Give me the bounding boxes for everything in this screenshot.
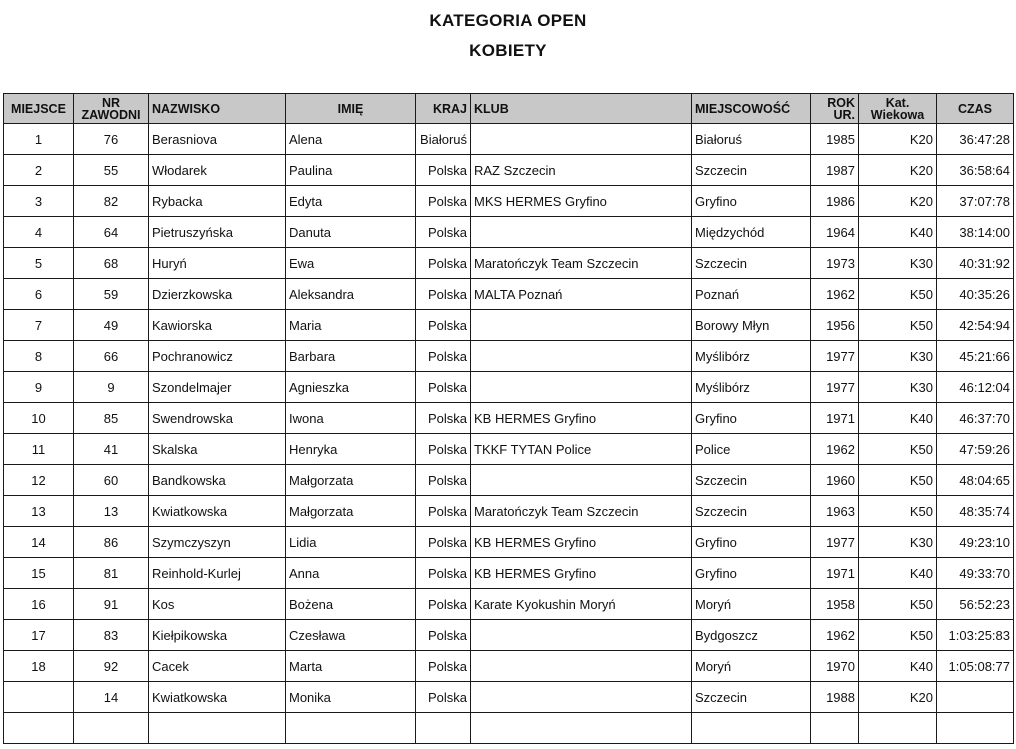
cell-klub: [471, 465, 692, 496]
cell-nazwisko: Włodarek: [149, 155, 286, 186]
cell-miejscowosc: Gryfino: [692, 403, 811, 434]
cell-imie: Anna: [286, 558, 416, 589]
table-row: [4, 434, 1014, 465]
cell-miejscowosc: Szczecin: [692, 465, 811, 496]
cell-czas: 48:04:65: [937, 465, 1014, 496]
cell-imie: Małgorzata: [286, 465, 416, 496]
table-row: [4, 403, 1014, 434]
cell-czas: 48:35:74: [937, 496, 1014, 527]
cell-klub: [471, 310, 692, 341]
cell-kat: K50: [859, 434, 937, 465]
cell-klub: KB HERMES Gryfino: [471, 527, 692, 558]
cell-rok: 1962: [811, 279, 859, 310]
cell-rok: 1970: [811, 651, 859, 682]
cell-kat: K20: [859, 155, 937, 186]
cell-czas: 36:58:64: [937, 155, 1014, 186]
cell-miejsce: 6: [4, 279, 74, 310]
cell-klub: [471, 341, 692, 372]
cell-klub: [471, 713, 692, 744]
cell-nr: 92: [74, 651, 149, 682]
header-rok-line2: UR.: [833, 107, 855, 122]
cell-rok: 1960: [811, 465, 859, 496]
header-rok-line1: ROK: [827, 95, 855, 110]
cell-miejsce: 2: [4, 155, 74, 186]
cell-imie: Danuta: [286, 217, 416, 248]
cell-miejscowosc: Myślibórz: [692, 372, 811, 403]
cell-czas: 40:35:26: [937, 279, 1014, 310]
cell-miejscowosc: Szczecin: [692, 496, 811, 527]
cell-kraj: Polska: [416, 496, 471, 527]
cell-miejscowosc: Poznań: [692, 279, 811, 310]
header-nr-zawodnika: [74, 94, 149, 124]
cell-kraj: [416, 713, 471, 744]
cell-nazwisko: Dzierzkowska: [149, 279, 286, 310]
cell-nazwisko: Rybacka: [149, 186, 286, 217]
cell-nazwisko: Szymczyszyn: [149, 527, 286, 558]
cell-imie: Barbara: [286, 341, 416, 372]
cell-klub: [471, 620, 692, 651]
cell-czas: 38:14:00: [937, 217, 1014, 248]
header-kategoria-wiekowa: [859, 94, 937, 124]
cell-nr: 82: [74, 186, 149, 217]
cell-klub: MKS HERMES Gryfino: [471, 186, 692, 217]
cell-rok: 1962: [811, 434, 859, 465]
header-czas: CZAS: [937, 94, 1014, 124]
cell-nr: 41: [74, 434, 149, 465]
cell-kraj: Polska: [416, 279, 471, 310]
cell-nazwisko: Kwiatkowska: [149, 682, 286, 713]
table-row: [4, 279, 1014, 310]
cell-imie: Monika: [286, 682, 416, 713]
cell-miejsce: 18: [4, 651, 74, 682]
cell-kraj: Polska: [416, 186, 471, 217]
cell-kat: K50: [859, 310, 937, 341]
cell-klub: MALTA Poznań: [471, 279, 692, 310]
table-row-empty: [4, 713, 1014, 744]
cell-kraj: Polska: [416, 589, 471, 620]
cell-czas: 47:59:26: [937, 434, 1014, 465]
cell-nazwisko: Berasniova: [149, 124, 286, 155]
cell-kraj: Polska: [416, 310, 471, 341]
cell-czas: [937, 713, 1014, 744]
cell-czas: 42:54:94: [937, 310, 1014, 341]
cell-kat: K50: [859, 620, 937, 651]
cell-rok: [811, 713, 859, 744]
cell-kat: [859, 713, 937, 744]
cell-nazwisko: [149, 713, 286, 744]
cell-kraj: Polska: [416, 558, 471, 589]
cell-miejscowosc: Moryń: [692, 589, 811, 620]
header-imie: IMIĘ: [286, 94, 416, 124]
cell-kraj: Polska: [416, 341, 471, 372]
cell-imie: Małgorzata: [286, 496, 416, 527]
table-row: [4, 341, 1014, 372]
cell-imie: Agnieszka: [286, 372, 416, 403]
cell-nr: 83: [74, 620, 149, 651]
cell-nazwisko: Cacek: [149, 651, 286, 682]
cell-miejsce: [4, 713, 74, 744]
header-klub: KLUB: [471, 94, 692, 124]
cell-kat: K40: [859, 403, 937, 434]
table-row: [4, 651, 1014, 682]
cell-rok: 1986: [811, 186, 859, 217]
cell-kat: K30: [859, 248, 937, 279]
table-row: [4, 527, 1014, 558]
header-rok-urodzenia: [811, 94, 859, 124]
cell-rok: 1977: [811, 372, 859, 403]
cell-imie: Czesława: [286, 620, 416, 651]
cell-czas: 1:05:08:77: [937, 651, 1014, 682]
cell-miejsce: 8: [4, 341, 74, 372]
cell-nazwisko: Reinhold-Kurlej: [149, 558, 286, 589]
cell-klub: Maratończyk Team Szczecin: [471, 248, 692, 279]
cell-miejscowosc: Szczecin: [692, 155, 811, 186]
cell-rok: 1964: [811, 217, 859, 248]
table-row: [4, 620, 1014, 651]
cell-nr: 68: [74, 248, 149, 279]
cell-klub: Maratończyk Team Szczecin: [471, 496, 692, 527]
cell-rok: 1963: [811, 496, 859, 527]
cell-miejsce: 3: [4, 186, 74, 217]
results-table: [3, 93, 1014, 744]
cell-klub: [471, 217, 692, 248]
cell-kat: K40: [859, 217, 937, 248]
table-row: [4, 155, 1014, 186]
cell-miejsce: 17: [4, 620, 74, 651]
cell-rok: 1956: [811, 310, 859, 341]
cell-kat: K20: [859, 186, 937, 217]
cell-rok: 1985: [811, 124, 859, 155]
cell-nr: 59: [74, 279, 149, 310]
cell-nr: 91: [74, 589, 149, 620]
cell-klub: [471, 372, 692, 403]
table-row: [4, 248, 1014, 279]
cell-imie: Paulina: [286, 155, 416, 186]
cell-imie: Maria: [286, 310, 416, 341]
cell-klub: Karate Kyokushin Moryń: [471, 589, 692, 620]
cell-imie: Henryka: [286, 434, 416, 465]
cell-czas: 46:12:04: [937, 372, 1014, 403]
cell-nr: 86: [74, 527, 149, 558]
cell-kat: K50: [859, 589, 937, 620]
cell-klub: TKKF TYTAN Police: [471, 434, 692, 465]
cell-imie: Edyta: [286, 186, 416, 217]
cell-czas: 46:37:70: [937, 403, 1014, 434]
cell-miejsce: 13: [4, 496, 74, 527]
cell-miejsce: 5: [4, 248, 74, 279]
cell-miejscowosc: Moryń: [692, 651, 811, 682]
cell-kraj: Polska: [416, 465, 471, 496]
cell-miejscowosc: Szczecin: [692, 248, 811, 279]
cell-imie: Iwona: [286, 403, 416, 434]
table-row: [4, 124, 1014, 155]
table-row: [4, 496, 1014, 527]
cell-rok: 1973: [811, 248, 859, 279]
cell-kat: K50: [859, 279, 937, 310]
cell-imie: Marta: [286, 651, 416, 682]
table-row: [4, 372, 1014, 403]
cell-kat: K50: [859, 465, 937, 496]
cell-nazwisko: Kwiatkowska: [149, 496, 286, 527]
table-row: [4, 217, 1014, 248]
cell-nazwisko: Kawiorska: [149, 310, 286, 341]
cell-nazwisko: Kiełpikowska: [149, 620, 286, 651]
cell-kraj: Polska: [416, 527, 471, 558]
cell-klub: RAZ Szczecin: [471, 155, 692, 186]
cell-klub: [471, 682, 692, 713]
cell-miejscowosc: Bydgoszcz: [692, 620, 811, 651]
cell-kraj: Polska: [416, 620, 471, 651]
header-nr-line2: ZAWODNI: [81, 107, 141, 122]
cell-imie: Lidia: [286, 527, 416, 558]
cell-klub: [471, 124, 692, 155]
cell-kraj: Polska: [416, 217, 471, 248]
cell-nr: 81: [74, 558, 149, 589]
cell-nazwisko: Szondelmajer: [149, 372, 286, 403]
document-subtitle: KOBIETY: [469, 41, 547, 60]
cell-miejsce: 7: [4, 310, 74, 341]
cell-nazwisko: Pietruszyńska: [149, 217, 286, 248]
cell-nr: 60: [74, 465, 149, 496]
cell-kat: K30: [859, 527, 937, 558]
cell-miejscowosc: Szczecin: [692, 682, 811, 713]
cell-miejscowosc: Gryfino: [692, 558, 811, 589]
header-kat-line1: Kat.: [885, 95, 910, 110]
cell-imie: Ewa: [286, 248, 416, 279]
header-miejsce: MIEJSCE: [4, 94, 74, 124]
cell-kraj: Polska: [416, 403, 471, 434]
header-kat-line2: Wiekowa: [870, 107, 925, 122]
cell-klub: [471, 651, 692, 682]
cell-czas: 56:52:23: [937, 589, 1014, 620]
cell-miejsce: [4, 682, 74, 713]
cell-czas: 49:23:10: [937, 527, 1014, 558]
cell-kraj: Polska: [416, 434, 471, 465]
cell-rok: 1971: [811, 403, 859, 434]
cell-miejsce: 1: [4, 124, 74, 155]
cell-czas: [937, 682, 1014, 713]
cell-imie: Alena: [286, 124, 416, 155]
cell-miejsce: 4: [4, 217, 74, 248]
cell-rok: 1962: [811, 620, 859, 651]
cell-imie: Aleksandra: [286, 279, 416, 310]
cell-nr: 85: [74, 403, 149, 434]
header-miejscowosc: MIEJSCOWOŚĆ: [692, 94, 811, 124]
cell-kraj: Polska: [416, 248, 471, 279]
cell-kraj: Polska: [416, 682, 471, 713]
cell-nazwisko: Skalska: [149, 434, 286, 465]
cell-nazwisko: Kos: [149, 589, 286, 620]
cell-czas: 45:21:66: [937, 341, 1014, 372]
cell-czas: 40:31:92: [937, 248, 1014, 279]
cell-miejscowosc: Myślibórz: [692, 341, 811, 372]
cell-kat: K40: [859, 558, 937, 589]
cell-miejsce: 12: [4, 465, 74, 496]
cell-nr: 76: [74, 124, 149, 155]
cell-miejsce: 16: [4, 589, 74, 620]
cell-czas: 1:03:25:83: [937, 620, 1014, 651]
cell-nr: 49: [74, 310, 149, 341]
cell-nr: [74, 713, 149, 744]
cell-nr: 13: [74, 496, 149, 527]
cell-miejscowosc: [692, 713, 811, 744]
cell-miejscowosc: Borowy Młyn: [692, 310, 811, 341]
cell-rok: 1971: [811, 558, 859, 589]
table-header-row: [4, 94, 1014, 124]
cell-kat: K20: [859, 682, 937, 713]
cell-miejscowosc: Gryfino: [692, 527, 811, 558]
cell-miejsce: 10: [4, 403, 74, 434]
cell-miejscowosc: Białoruś: [692, 124, 811, 155]
header-kraj: KRAJ: [416, 94, 471, 124]
cell-nr: 9: [74, 372, 149, 403]
cell-nr: 14: [74, 682, 149, 713]
cell-imie: [286, 713, 416, 744]
cell-nazwisko: Huryń: [149, 248, 286, 279]
cell-miejscowosc: Gryfino: [692, 186, 811, 217]
cell-kraj: Polska: [416, 372, 471, 403]
header-nr-line1: NR: [101, 95, 121, 110]
cell-miejsce: 9: [4, 372, 74, 403]
document-title: KATEGORIA OPEN: [429, 11, 587, 30]
cell-rok: 1958: [811, 589, 859, 620]
table-row: [4, 310, 1014, 341]
table-row: [4, 186, 1014, 217]
cell-imie: Bożena: [286, 589, 416, 620]
cell-kraj: Białoruś: [416, 124, 471, 155]
table-row: [4, 465, 1014, 496]
cell-miejscowosc: Police: [692, 434, 811, 465]
cell-czas: 49:33:70: [937, 558, 1014, 589]
cell-miejsce: 15: [4, 558, 74, 589]
cell-kraj: Polska: [416, 651, 471, 682]
cell-nr: 55: [74, 155, 149, 186]
cell-kat: K40: [859, 651, 937, 682]
cell-klub: KB HERMES Gryfino: [471, 403, 692, 434]
table-row: [4, 589, 1014, 620]
cell-czas: 37:07:78: [937, 186, 1014, 217]
cell-kat: K20: [859, 124, 937, 155]
cell-miejscowosc: Międzychód: [692, 217, 811, 248]
cell-miejsce: 11: [4, 434, 74, 465]
cell-miejsce: 14: [4, 527, 74, 558]
cell-rok: 1987: [811, 155, 859, 186]
cell-kat: K30: [859, 372, 937, 403]
cell-kat: K30: [859, 341, 937, 372]
cell-kat: K50: [859, 496, 937, 527]
cell-nr: 64: [74, 217, 149, 248]
table-row: [4, 558, 1014, 589]
cell-rok: 1988: [811, 682, 859, 713]
cell-rok: 1977: [811, 341, 859, 372]
cell-rok: 1977: [811, 527, 859, 558]
cell-klub: KB HERMES Gryfino: [471, 558, 692, 589]
table-row: [4, 682, 1014, 713]
cell-nazwisko: Bandkowska: [149, 465, 286, 496]
cell-nr: 66: [74, 341, 149, 372]
cell-kraj: Polska: [416, 155, 471, 186]
cell-nazwisko: Swendrowska: [149, 403, 286, 434]
header-nazwisko: NAZWISKO: [149, 94, 286, 124]
cell-czas: 36:47:28: [937, 124, 1014, 155]
cell-nazwisko: Pochranowicz: [149, 341, 286, 372]
